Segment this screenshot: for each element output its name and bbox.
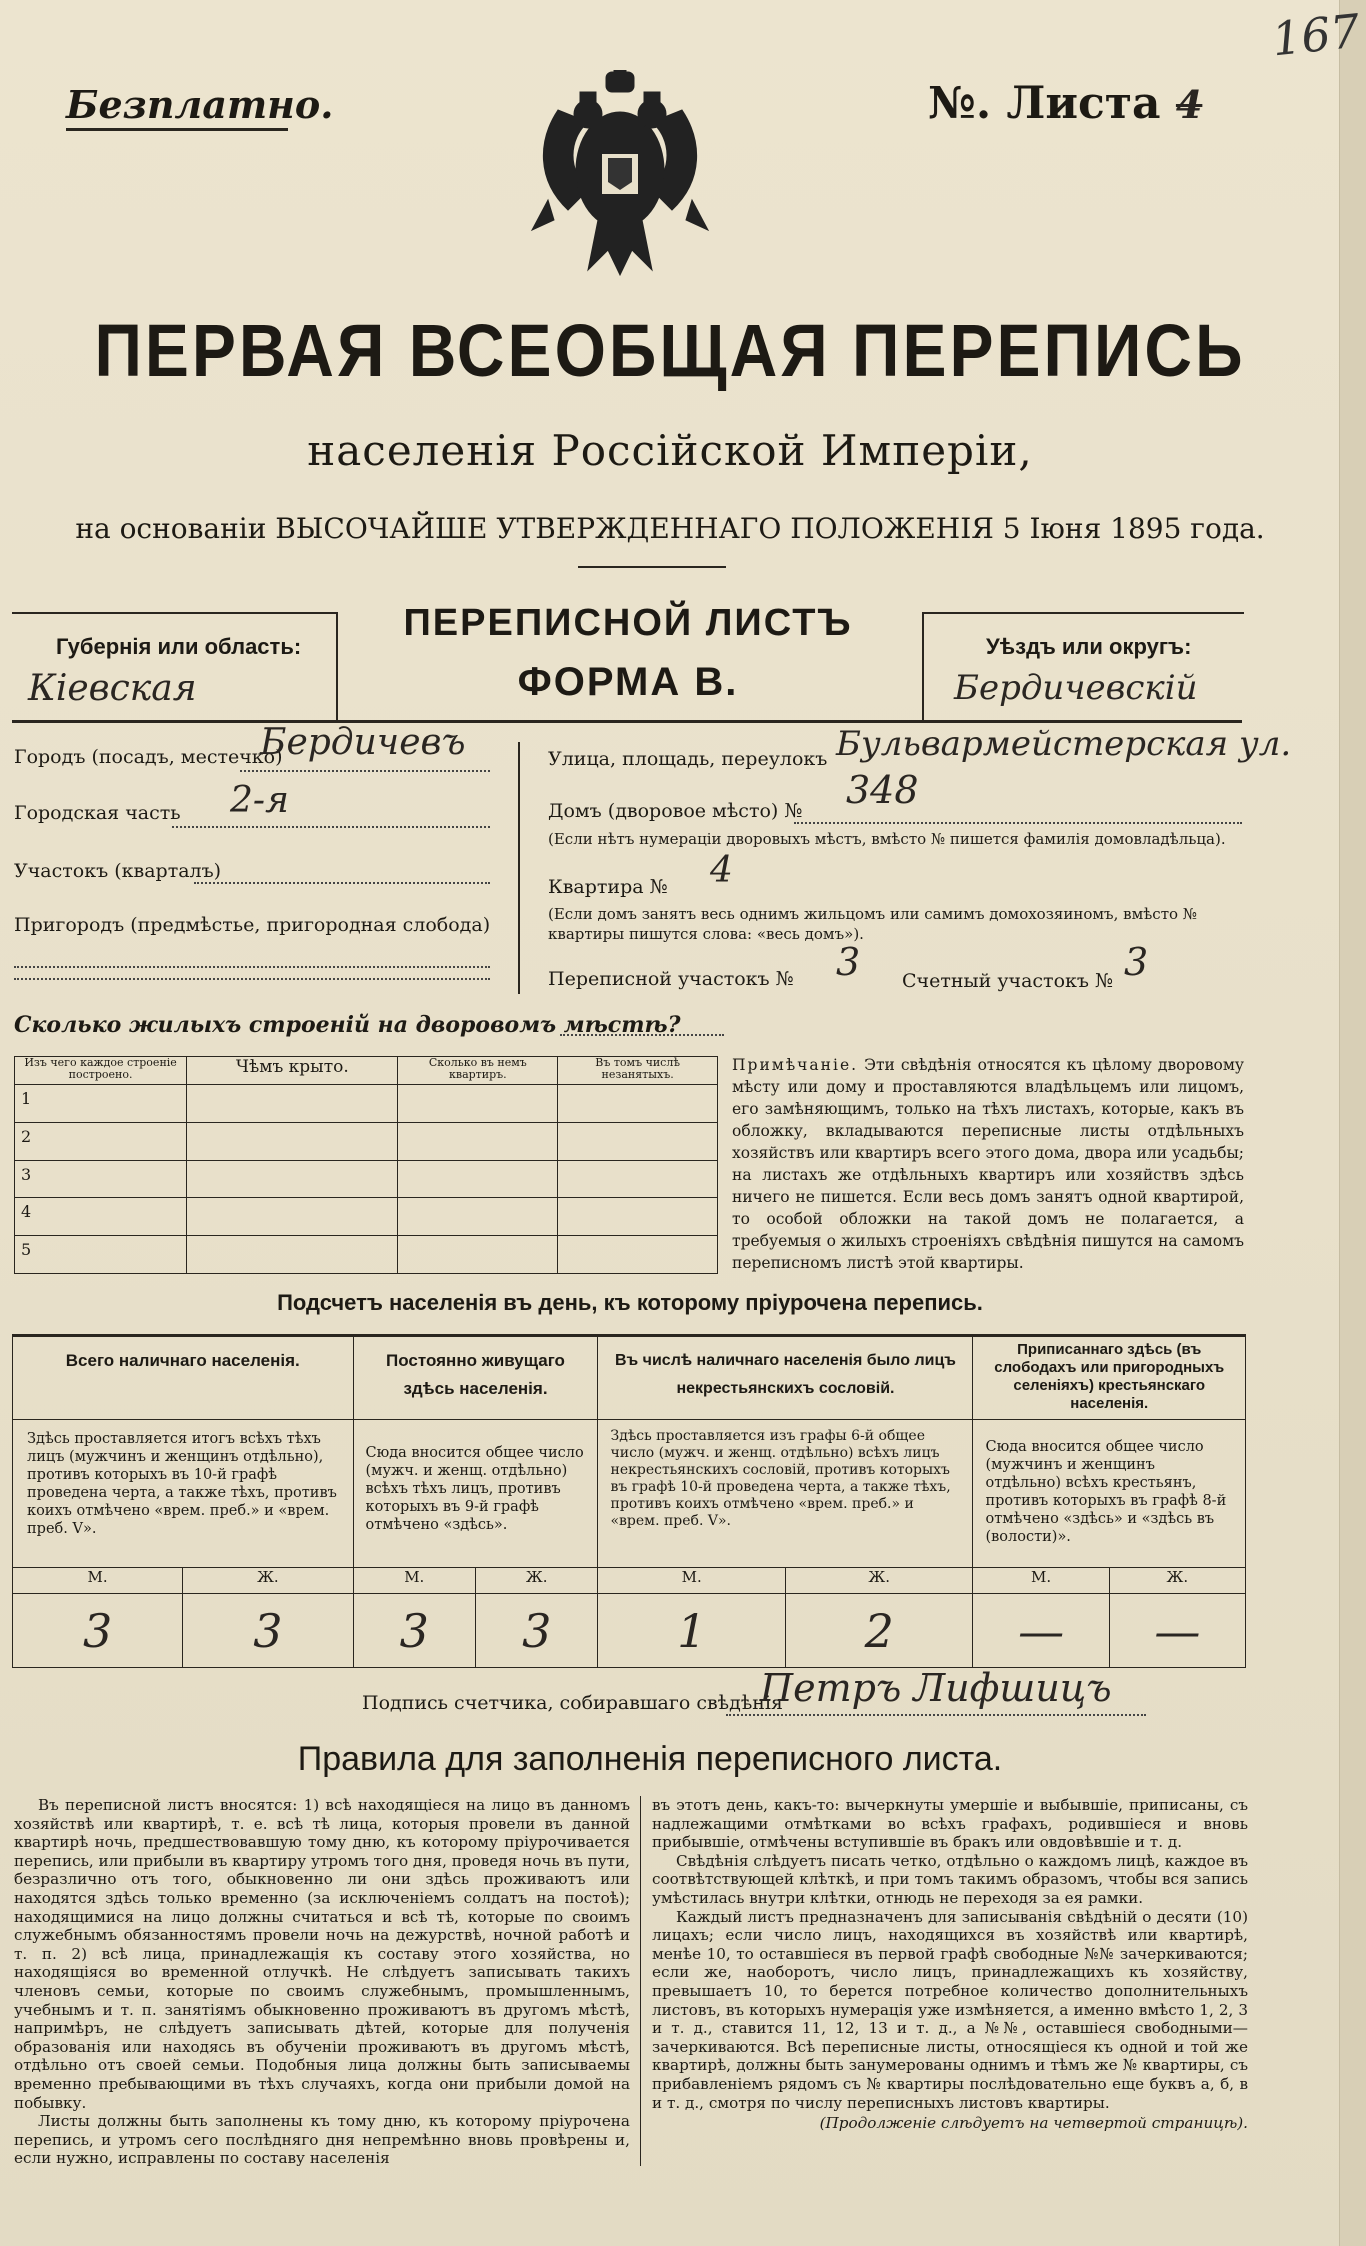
signature-value[interactable]: Петръ Лифшицъ <box>760 1666 1112 1710</box>
title-divider <box>578 566 726 568</box>
suburb-line-1 <box>14 966 490 968</box>
district-label: Уѣздъ или округъ: <box>986 634 1192 659</box>
tally-values-row <box>13 1594 1246 1668</box>
buildings-cell[interactable] <box>187 1160 398 1198</box>
main-title: ПЕРВАЯ ВСЕОБЩАЯ ПЕРЕПИСЬ <box>94 308 1246 392</box>
buildings-question-line <box>560 1034 724 1036</box>
tally-peasant-m[interactable]: — <box>973 1594 1109 1668</box>
subtitle: населенія Россійской Имперіи, <box>307 426 1033 475</box>
census-area-label: Переписной участокъ № <box>548 968 794 990</box>
buildings-col-material: Изъ чего каждое строеніе построено. <box>15 1057 187 1085</box>
tally-col-total-title: Всего наличнаго населенія. <box>13 1336 354 1420</box>
suburb-line-2 <box>14 978 490 980</box>
free-underline <box>66 128 288 131</box>
flat-value[interactable]: 4 <box>710 850 733 891</box>
form-subtitle: ФОРМА В. <box>517 660 739 704</box>
buildings-cell[interactable] <box>187 1085 398 1123</box>
buildings-cell[interactable] <box>398 1198 558 1236</box>
city-label: Городъ (посадъ, местечко) <box>14 746 283 768</box>
tally-permanent-f[interactable]: 3 <box>476 1594 598 1668</box>
archive-number: 167 <box>1269 3 1363 67</box>
rules-continued: (Продолженіе слѣдуетъ на четвертой страницѣ). <box>819 2114 1248 2133</box>
rules-paragraph: въ этотъ день, какъ-то: вычеркнуты умершіе и выбывшіе, приписаны, съ надлежащими отмѣтками во всѣхъ графахъ, родившіеся и вновь прибывшіе, отмѣчены вступившіе въ бракъ или овдовѣвшіе и т. д. <box>652 1796 1248 1852</box>
tally-f-label: Ж. <box>785 1567 973 1594</box>
city-part-label: Городская часть <box>14 802 181 824</box>
rules-left-column <box>14 1796 630 2168</box>
buildings-cell[interactable] <box>558 1236 718 1274</box>
note-label: Примѣчаніе. <box>732 1056 859 1074</box>
free-label: Безплатно. <box>66 82 334 127</box>
district-box <box>922 612 1244 722</box>
tally-m-label: М. <box>973 1567 1109 1594</box>
buildings-col-roof: Чѣмъ крыто. <box>187 1057 398 1085</box>
buildings-row <box>15 1198 718 1236</box>
buildings-row <box>15 1085 718 1123</box>
sheet-number-value: 4 <box>1175 82 1203 127</box>
tally-total-f[interactable]: 3 <box>183 1594 353 1668</box>
province-label: Губернія или область: <box>56 634 302 659</box>
tally-sex-row <box>13 1567 1246 1594</box>
buildings-question: Сколько жилыхъ строеній на дворовомъ мѣстѣ? <box>14 1012 681 1038</box>
rules-divider <box>640 1796 641 2166</box>
basis-line: на основаніи ВЫСОЧАЙШЕ УТВЕРЖДЕННАГО ПОЛОЖЕНІЯ 5 Іюня 1895 года. <box>75 512 1265 545</box>
tally-f-label: Ж. <box>1109 1567 1245 1594</box>
tally-nonpeasant-m[interactable]: 1 <box>598 1594 786 1668</box>
quarter-line <box>194 882 490 884</box>
signature-label: Подпись счетчика, собиравшаго свѣдѣнія <box>362 1692 783 1714</box>
buildings-table <box>14 1056 718 1274</box>
tally-peasant-f[interactable]: — <box>1109 1594 1245 1668</box>
buildings-row-number: 3 <box>15 1160 187 1198</box>
tally-col-nonpeasant-title: Въ числѣ наличнаго населенія было лицъ некрестьянскихъ сословій. <box>598 1336 973 1420</box>
buildings-header-row <box>15 1057 718 1085</box>
buildings-col-flats: Сколько въ немъ квартиръ. <box>398 1057 558 1085</box>
tally-permanent-m[interactable]: 3 <box>353 1594 475 1668</box>
house-value[interactable]: 348 <box>846 768 919 812</box>
buildings-row <box>15 1236 718 1274</box>
buildings-cell[interactable] <box>558 1085 718 1123</box>
note-text: Эти свѣдѣнія относятся къ цѣлому дворовому мѣсту или дому и проставляются владѣльцемъ или лицомъ, его замѣняющимъ, только на тѣхъ листахъ, которые, какъ въ обложку, вкладываются переписные листы отдѣльныхъ хозяйствъ или квартиръ всего этого дома, двора или усадьбы; на листахъ же отдѣльныхъ квартиръ или хозяйствъ здѣсь ничего не пишется. Если весь домъ занятъ одной квартирой, то особой обложки на такой домъ не полагается, а требуемыя о жилыхъ строеніяхъ свѣдѣнія пишутся на самомъ переписномъ листѣ этой квартиры. <box>732 1056 1244 1272</box>
street-label: Улица, площадь, переулокъ <box>548 748 828 770</box>
tally-col-peasant-title: Приписаннаго здѣсь (въ слободахъ или пригородныхъ селеніяхъ) крестьянскаго населенія. <box>973 1336 1246 1420</box>
tally-heading: Подсчетъ населенія въ день, къ которому пріурочена перепись. <box>277 1290 983 1315</box>
rules-title: Правила для заполненія переписного листа. <box>297 1740 1003 1778</box>
sheet-number <box>928 78 1202 129</box>
buildings-cell[interactable] <box>558 1160 718 1198</box>
buildings-row-number: 4 <box>15 1198 187 1236</box>
buildings-col-vacant: Въ томъ числѣ незанятыхъ. <box>558 1057 718 1085</box>
tally-total-m[interactable]: 3 <box>13 1594 183 1668</box>
tally-m-label: М. <box>598 1567 786 1594</box>
tally-m-label: М. <box>13 1567 183 1594</box>
census-area-value[interactable]: 3 <box>836 940 861 984</box>
buildings-cell[interactable] <box>187 1198 398 1236</box>
tally-col-total-desc: Здѣсь проставляется итогъ всѣхъ тѣхъ лицъ (мужчинъ и женщинъ отдѣльно), противъ которыхъ въ 10-й графѣ проведена черта, а также тѣхъ, противъ коихъ отмѣчено «врем. преб.» и «врем. преб. V». <box>13 1419 354 1567</box>
tally-col-permanent-title: Постоянно живущаго здѣсь населенія. <box>353 1336 598 1420</box>
house-line <box>794 822 1242 824</box>
tally-desc-row <box>13 1419 1246 1567</box>
tally-f-label: Ж. <box>183 1567 353 1594</box>
city-value[interactable]: Бердичевъ <box>260 722 466 763</box>
rules-paragraph: Каждый листъ предназначенъ для записыванія свѣдѣній о десяти (10) лицахъ; если число лицъ, находящихся въ хозяйствѣ или квартирѣ, менѣе 10, то оставшіеся въ первой графѣ свободные №№ зачеркиваются; если же, наоборотъ, число лицъ, принадлежащихъ къ хозяйству, превышаетъ 10, то берется потребное количество дополнительныхъ листовъ, въ которыхъ нумерація уже измѣняется, а именно вмѣсто 1, 2, 3 и т. д., ставится 11, 12, 13 и т. д., а №№, оставшіеся свободными—зачеркиваются. Всѣ переписные листы, относящіеся къ одной и той же квартирѣ, должны быть занумерованы однимъ и тѣмъ же № квартиры, съ прибавленіемъ рядомъ съ № квартиры послѣдовательно еще буквъ а, б, в и т. д., смотря по числу переписныхъ листовъ квартиры. <box>652 1907 1248 2112</box>
city-line <box>240 770 490 772</box>
buildings-cell[interactable] <box>398 1085 558 1123</box>
tally-m-label: М. <box>353 1567 475 1594</box>
form-title: ПЕРЕПИСНОЙ ЛИСТЪ <box>403 602 853 644</box>
note-block <box>732 1054 1244 1274</box>
rules-paragraph: Листы должны быть заполнены къ тому дню, къ которому пріурочена перепись, и утромъ сего послѣдняго дня непремѣнно вновь провѣрены и, если нужно, исправлены по составу населенія <box>14 2112 630 2168</box>
tally-table <box>12 1334 1246 1668</box>
buildings-cell[interactable] <box>187 1122 398 1160</box>
signature-line <box>726 1714 1146 1716</box>
tally-title-row <box>13 1336 1246 1420</box>
buildings-cell[interactable] <box>558 1122 718 1160</box>
tally-nonpeasant-f[interactable]: 2 <box>785 1594 973 1668</box>
buildings-row-number: 1 <box>15 1085 187 1123</box>
suburb-label: Пригородъ (предмѣстье, пригородная слобода) <box>14 914 491 936</box>
buildings-cell[interactable] <box>398 1160 558 1198</box>
rules-paragraph: Въ переписной листъ вносятся: 1) всѣ находящіеся на лицо въ данномъ хозяйствѣ или квартирѣ, т. е. всѣ тѣ лица, которыя провели въ данной квартирѣ ночь, предшествовавшую тому дню, къ которому пріурочивается перепись, или прибыли въ квартиру утромъ того дня, проведя ночь въ пути, безразлично отъ того, обыкновенно ли они здѣсь проживаютъ или находятся здѣсь только временно (за исключеніемъ солдатъ на постоѣ); находящимися на лицо должны считаться и всѣ тѣ, которые по своимъ служебнымъ обязанностямъ провели ночь на дежурствѣ, ночной работѣ и т. п. 2) всѣ лица, принадлежащія къ составу этого хозяйства, но находящіяся во временной отлучкѣ. Не слѣдуетъ записывать такихъ членовъ семьи, которые по своимъ служебнымъ, промышленнымъ, учебнымъ и т. п. занятіямъ обыкновенно проживаютъ въ другомъ мѣстѣ, напримѣръ, не слѣдуетъ записывать дѣтей, которые для полученія образованія или находясь въ обученіи проживаютъ въ другомъ мѣстѣ, отдѣльно отъ своей семьи. Подобныя лица должны быть записываемы временно пребывающими въ тѣхъ случаяхъ, когда они прибыли домой на побывку. <box>14 1796 630 2112</box>
imperial-eagle-emblem <box>528 70 712 280</box>
buildings-row <box>15 1160 718 1198</box>
buildings-cell[interactable] <box>558 1198 718 1236</box>
rules-right-column <box>652 1796 1248 2133</box>
tally-col-permanent-desc: Сюда вносится общее число (мужч. и женщ. отдѣльно) всѣхъ тѣхъ лицъ, противъ которыхъ въ 9-й графѣ отмѣчено «здѣсь». <box>353 1419 598 1567</box>
city-part-value[interactable]: 2-я <box>230 780 289 821</box>
page-edge <box>1339 0 1366 2246</box>
buildings-cell[interactable] <box>398 1122 558 1160</box>
tally-col-peasant-desc: Сюда вносится общее число (мужчинъ и женщинъ отдѣльно) всѣхъ крестьянъ, противъ которыхъ въ графѣ 8-й отмѣчено «здѣсь» и «здѣсь въ (волости)». <box>973 1419 1246 1567</box>
flat-label: Квартира № <box>548 876 668 898</box>
count-area-value[interactable]: 3 <box>1124 940 1149 984</box>
district-value[interactable]: Бердичевскій <box>954 668 1198 708</box>
buildings-row <box>15 1122 718 1160</box>
province-value[interactable]: Кіевская <box>28 668 197 709</box>
province-box <box>12 612 338 722</box>
tally-col-nonpeasant-desc: Здѣсь проставляется изъ графы 6-й общее число (мужч. и женщ. отдѣльно) всѣхъ лицъ некрестьянскихъ сословій, противъ которыхъ въ графѣ 10-й проведена черта, а также тѣхъ, противъ коихъ отмѣчено «врем. преб.» и «врем. преб. V». <box>598 1419 973 1567</box>
flat-note: (Если домъ занятъ весь однимъ жильцомъ или самимъ домохозяиномъ, вмѣсто № квартиры пишутся слова: «весь домъ»). <box>548 905 1197 943</box>
header-rule <box>12 720 1242 723</box>
address-divider <box>518 742 520 994</box>
house-label: Домъ (дворовое мѣсто) № <box>548 800 803 822</box>
sheet-number-label: №. Листа <box>928 78 1161 129</box>
tally-f-label: Ж. <box>476 1567 598 1594</box>
quarter-label: Участокъ (кварталъ) <box>14 860 222 882</box>
buildings-row-number: 2 <box>15 1122 187 1160</box>
rules-paragraph: Свѣдѣнія слѣдуетъ писать четко, отдѣльно о каждомъ лицѣ, каждое въ соотвѣтствующей клѣткѣ, и при томъ такимъ образомъ, чтобы вся запись умѣстилась внутри клѣтки, отнюдь не переходя за ея рамки. <box>652 1851 1248 1907</box>
count-area-label: Счетный участокъ № <box>902 970 1113 992</box>
buildings-row-number: 5 <box>15 1236 187 1274</box>
house-note: (Если нѣтъ нумераціи дворовыхъ мѣстъ, вмѣсто № пишется фамилія домовладѣльца). <box>548 830 1226 848</box>
buildings-cell[interactable] <box>187 1236 398 1274</box>
city-part-line <box>172 826 490 828</box>
buildings-cell[interactable] <box>398 1236 558 1274</box>
street-value[interactable]: Бульвармейстерская ул. <box>836 724 1292 764</box>
